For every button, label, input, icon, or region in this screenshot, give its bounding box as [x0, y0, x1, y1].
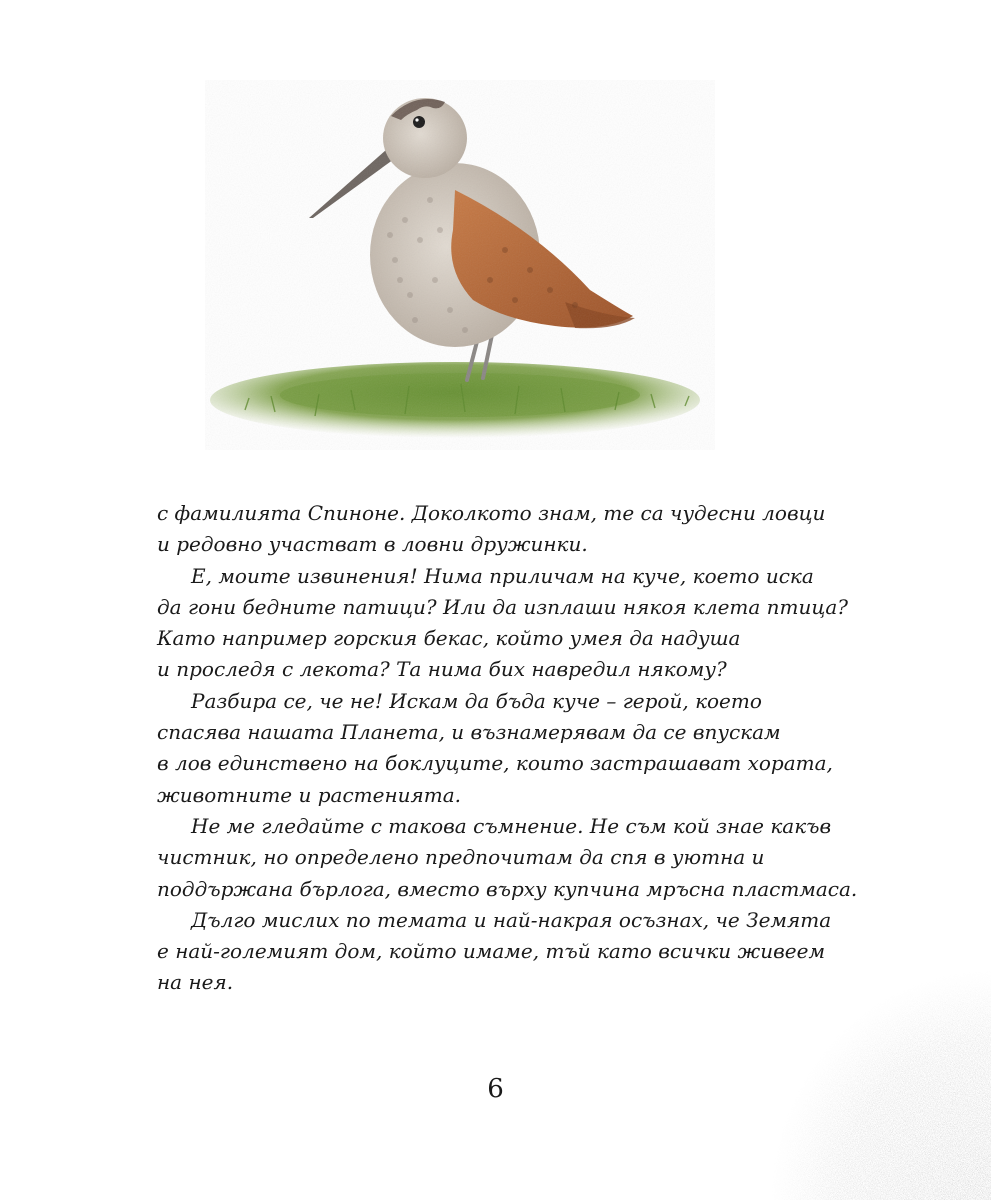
- text-line: е най-големият дом, който имаме, тъй като всички живеем: [157, 939, 826, 964]
- text-line: Дълго мислих по темата и най-накрая осъзнах, че Земята: [191, 907, 832, 932]
- text-line: в лов единствено на боклуците, които застрашават хората,: [157, 751, 833, 776]
- text-line: с фамилията Спиноне. Доколкото знам, те са чудесни ловци: [157, 501, 826, 525]
- text-line: на нея.: [157, 970, 234, 995]
- text-line: Като например горския бекас, който умея да надуша: [157, 626, 741, 651]
- woodcock-bird-image: [205, 80, 715, 450]
- text-line: поддържана бърлога, вместо върху купчина мръсна пластмаса.: [157, 876, 858, 901]
- text-line: и проследя с лекота? Та нима бих навредил някому?: [157, 657, 727, 682]
- woodcock-illustration: [205, 80, 715, 450]
- text-line: Е, моите извинения! Нима приличам на куче, което иска: [191, 563, 814, 588]
- text-line: чистник, но определено предпочитам да спя в уютна и: [157, 845, 765, 870]
- text-line: Разбира се, че не! Искам да бъда куче – герой, което: [191, 688, 762, 713]
- page-number: 6: [487, 1074, 504, 1104]
- text-line: спасява нашата Планета, и възнамерявам да се впускам: [157, 720, 781, 745]
- text-line: да гони бедните патици? Или да изплаши някоя клета птица?: [157, 594, 848, 619]
- text-line: Не ме гледайте с такова съмнение. Не съм кой знае какъв: [191, 813, 832, 838]
- story-text: [157, 498, 858, 999]
- corner-texture: [771, 970, 991, 1200]
- text-line: и редовно участват в ловни дружинки.: [157, 532, 588, 557]
- text-line: животните и растенията.: [157, 782, 461, 807]
